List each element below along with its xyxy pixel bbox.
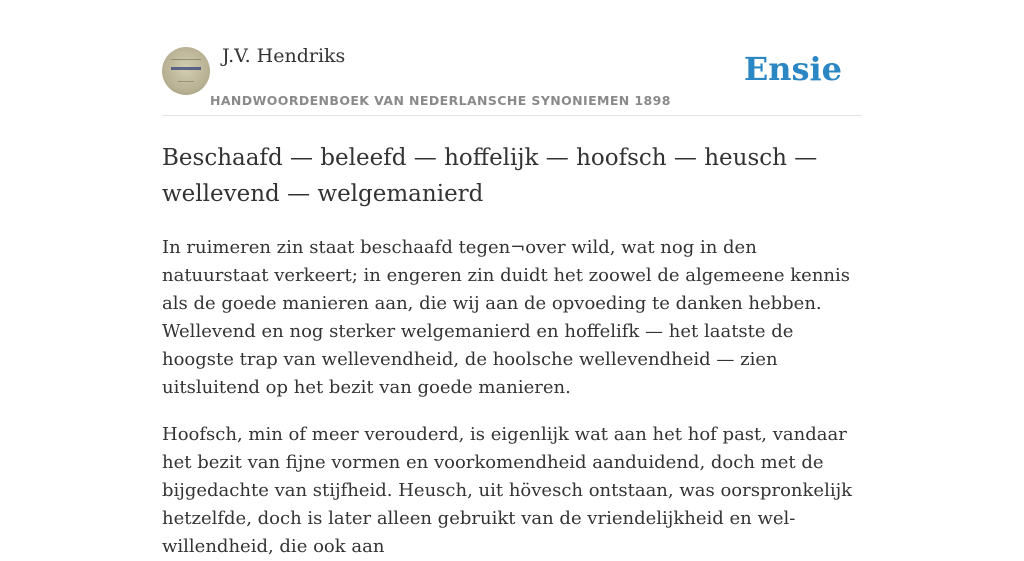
author-name[interactable]: J.V. Hendriks — [222, 45, 346, 67]
avatar[interactable] — [162, 47, 210, 95]
page-title: Beschaafd — beleefd — hoffelijk — hoofsch — heusch — wellevend — welgemanierd — [162, 145, 818, 207]
article-paragraph: Hoofsch, min of meer verouderd, is eigenlijk wat aan het hof past, vandaar het bezit van fijne vormen en voorkomendheid aanduidend, doch met de bijgedachte van stijfheid. Heusch, uit hövesch ontstaan, was oorspronkelijk hetzelfde, doch is later alleen gebruikt van de vriendelijkheid en wel- willendheid, die ook aan — [162, 424, 853, 557]
article-paragraph: In ruimeren zin staat beschaafd tegen¬over wild, wat nog in den natuurstaat verkeert; in engeren zin duidt het zoowel de algemeene kennis als de goede manieren aan, die wij aan de opvoeding te danken hebben. Wellevend en nog sterker welgemanierd en hoffelifk — het laatste de hoogste trap van wellevendheid, de hoolsche wellevendheid — zien uitsluitend op het bezit van goede manieren. — [162, 237, 850, 398]
header — [162, 0, 862, 116]
ensie-logo[interactable]: Ensie — [743, 50, 842, 88]
source-title[interactable]: HANDWOORDENBOEK VAN NEDERLANSCHE SYNONIEMEN 1898 — [210, 93, 671, 108]
page-content — [162, 0, 862, 561]
